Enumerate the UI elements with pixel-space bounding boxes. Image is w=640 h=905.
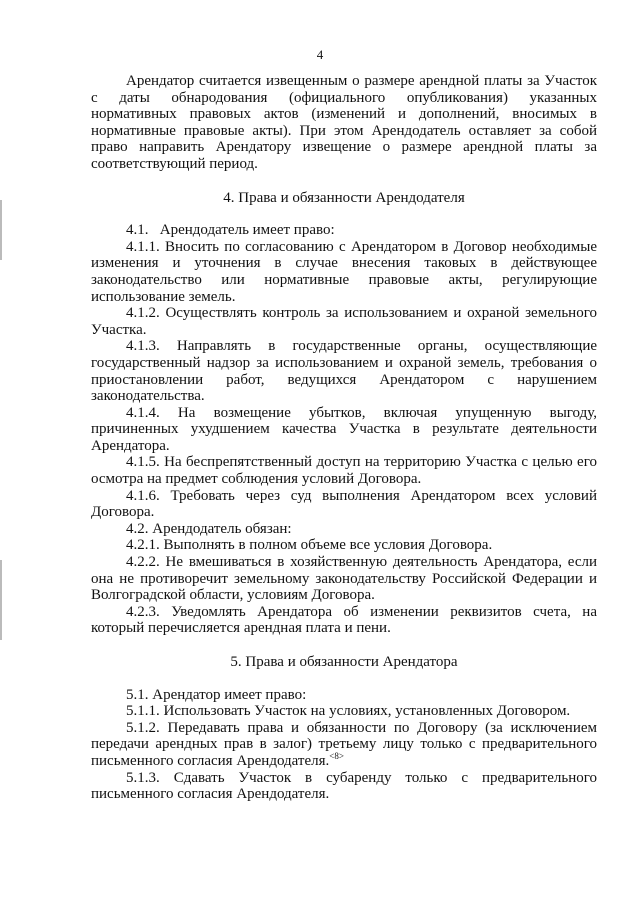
- document-body: [91, 73, 597, 803]
- clause-4-2-2: 4.2.2. Не вмешиваться в хозяйственную деятельность Арендатора, если она не противоречит земельному законодательству Российской Федерации и Волгоградской области, условиям Договора.: [91, 554, 597, 604]
- clause-5-1: 5.1. Арендатор имеет право:: [126, 686, 307, 703]
- clause-5-1-3: 5.1.3. Сдавать Участок в субаренду только с предварительного письменного согласия Арендодателя.: [91, 769, 597, 803]
- clause-4-1-4: 4.1.4. На возмещение убытков, включая упущенную выгоду, причиненных ухудшением качества Участка в результате деятельности Арендатора.: [91, 404, 597, 454]
- clause-5-1-2-text: 5.1.2. Передавать права и обязанности по Договору (за исключением передачи арендных прав в залог) третьему лицу только с предварительного письменного согласия Арендодателя.: [91, 719, 597, 769]
- clause-4-1-6: 4.1.6. Требовать через суд выполнения Арендатором всех условий Договора.: [91, 487, 597, 521]
- page-number: 4: [316, 47, 324, 62]
- intro-paragraph: Арендатор считается извещенным о размере арендной платы за Участок с даты обнародования (официального опубликования) указанных нормативных правовых актов (изменений и дополнений, вносимых в нормативные правовые акты). При этом Арендодатель оставляет за собой право направить Арендатору извещение о размере арендной платы за соответствующий период.: [91, 73, 597, 172]
- clause-4-1: 4.1. Арендодатель имеет право:: [126, 222, 335, 239]
- clause-4-2-1: 4.2.1. Выполнять в полном объеме все условия Договора.: [126, 537, 493, 554]
- clause-4-1-3: 4.1.3. Направлять в государственные органы, осуществляющие государственный надзор за использованием и охраной земель, требования о приостановлении работ, ведущихся Арендатором с нарушением законодательства.: [91, 338, 597, 405]
- clause-4-2-3: 4.2.3. Уведомлять Арендатора об изменении реквизитов счета, на который перечисляется арендная плата и пени.: [91, 603, 597, 637]
- clause-5-1-2: [91, 720, 597, 770]
- clause-5-1-1: 5.1.1. Использовать Участок на условиях, установленных Договором.: [126, 703, 571, 720]
- clause-4-1-5: 4.1.5. На беспрепятственный доступ на территорию Участка с целью его осмотра на предмет соблюдения условий Договора.: [91, 454, 597, 488]
- footnote-reference: <8>: [329, 750, 344, 761]
- clause-4-1-1: 4.1.1. Вносить по согласованию с Арендатором в Договор необходимые изменения и уточнения в случае внесения таковых в действующее законодательство или нормативные правовые акты, регулирующие использование земель.: [91, 238, 597, 305]
- section-5-heading: 5. Права и обязанности Арендатора: [230, 654, 458, 670]
- clause-4-1-2: 4.1.2. Осуществлять контроль за использованием и охраной земельного Участка.: [91, 305, 597, 338]
- edge-mark-bottom: [0, 560, 2, 640]
- section-4-heading: 4. Права и обязанности Арендодателя: [223, 189, 465, 206]
- edge-mark-top: [0, 200, 2, 260]
- clause-4-2: 4.2. Арендодатель обязан:: [126, 520, 292, 537]
